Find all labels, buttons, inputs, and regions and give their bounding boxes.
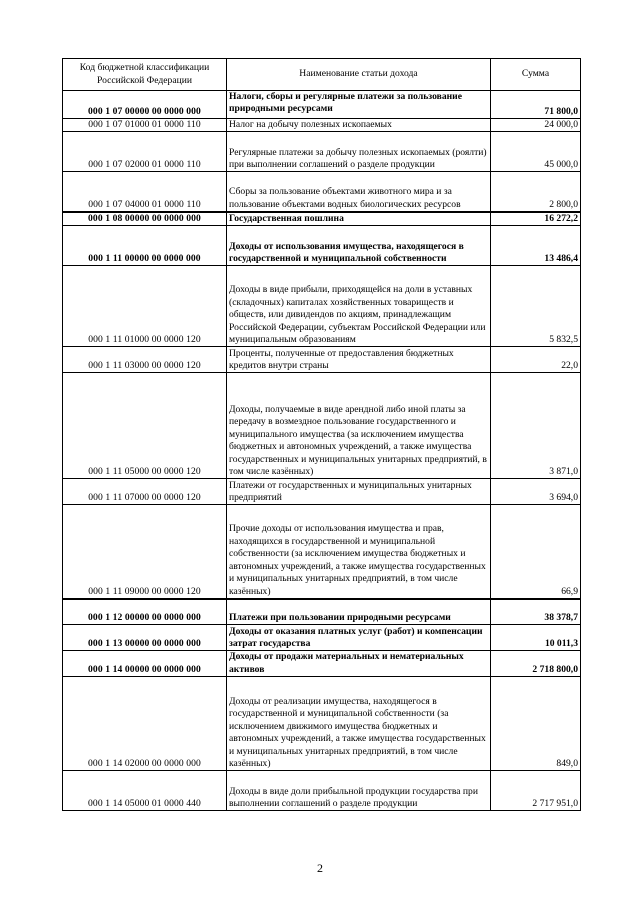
code-cell: 000 1 07 02000 01 0000 110	[63, 132, 227, 172]
table-row	[63, 226, 581, 266]
code-cell: 000 1 11 03000 00 0000 120	[63, 347, 227, 373]
sum-cell: 3 871,0	[491, 373, 581, 479]
name-cell: Доходы от использования имущества, находящегося в государственной и муниципальной собственности	[227, 226, 491, 266]
table-row	[63, 651, 581, 677]
header-code: Код бюджетной классификации Российской Федерации	[63, 59, 227, 91]
code-cell: 000 1 14 05000 01 0000 440	[63, 771, 227, 811]
name-cell: Доходы в виде прибыли, приходящейся на доли в уставных (складочных) капиталах хозяйственных товариществ и обществ, или дивидендов по акциям, принадлежащим Российской Федерации, субъектам Российской Федерации или муниципальным образованиям	[227, 266, 491, 347]
sum-cell: 24 000,0	[491, 119, 581, 132]
name-cell: Доходы в виде доли прибыльной продукции государства при выполнении соглашений о разделе продукции	[227, 771, 491, 811]
name-cell: Платежи при пользовании природными ресурсами	[227, 599, 491, 625]
header-sum: Сумма	[491, 59, 581, 91]
table-row	[63, 91, 581, 119]
sum-cell: 45 000,0	[491, 132, 581, 172]
header-name: Наименование статьи дохода	[227, 59, 491, 91]
name-cell: Налог на добычу полезных ископаемых	[227, 119, 491, 132]
code-cell: 000 1 07 00000 00 0000 000	[63, 91, 227, 119]
sum-cell: 22,0	[491, 347, 581, 373]
sum-cell: 38 378,7	[491, 599, 581, 625]
code-cell: 000 1 12 00000 00 0000 000	[63, 599, 227, 625]
table-row	[63, 625, 581, 651]
sum-cell: 16 272,2	[491, 212, 581, 226]
name-cell: Доходы от продажи материальных и нематериальных активов	[227, 651, 491, 677]
name-cell: Проценты, полученные от предоставления бюджетных кредитов внутри страны	[227, 347, 491, 373]
sum-cell: 71 800,0	[491, 91, 581, 119]
table-row	[63, 599, 581, 625]
code-cell: 000 1 11 01000 00 0000 120	[63, 266, 227, 347]
table-row	[63, 771, 581, 811]
code-cell: 000 1 11 09000 00 0000 120	[63, 505, 227, 599]
sum-cell: 2 718 800,0	[491, 651, 581, 677]
table-row	[63, 132, 581, 172]
name-cell: Сборы за пользование объектами животного мира и за пользование объектами водных биологических ресурсов	[227, 172, 491, 212]
sum-cell: 3 694,0	[491, 479, 581, 505]
sum-cell: 2 800,0	[491, 172, 581, 212]
sum-cell: 849,0	[491, 677, 581, 771]
table-row	[63, 172, 581, 212]
sum-cell: 10 011,3	[491, 625, 581, 651]
sum-cell: 13 486,4	[491, 226, 581, 266]
code-cell: 000 1 11 07000 00 0000 120	[63, 479, 227, 505]
table-row	[63, 212, 581, 226]
table-row	[63, 677, 581, 771]
code-cell: 000 1 07 01000 01 0000 110	[63, 119, 227, 132]
table-row	[63, 479, 581, 505]
name-cell: Доходы, получаемые в виде арендной либо иной платы за передачу в возмездное пользование государственного и муниципального имущества (за исключением имущества бюджетных и автономных учреждений, а также имущества государственных и муниципальных унитарных предприятий, в том числе казённых)	[227, 373, 491, 479]
sum-cell: 66,9	[491, 505, 581, 599]
code-cell: 000 1 11 00000 00 0000 000	[63, 226, 227, 266]
table-row	[63, 505, 581, 599]
table-row	[63, 373, 581, 479]
revenue-table	[62, 58, 581, 811]
name-cell: Доходы от реализации имущества, находящегося в государственной и муниципальной собственности (за исключением движимого имущества бюджетных и автономных учреждений, а также имущества государственных и муниципальных унитарных предприятий, в том числе казённых)	[227, 677, 491, 771]
name-cell: Налоги, сборы и регулярные платежи за пользование природными ресурсами	[227, 91, 491, 119]
code-cell: 000 1 11 05000 00 0000 120	[63, 373, 227, 479]
name-cell: Платежи от государственных и муниципальных унитарных предприятий	[227, 479, 491, 505]
sum-cell: 2 717 951,0	[491, 771, 581, 811]
table-header-row	[63, 59, 581, 91]
table-row	[63, 119, 581, 132]
sum-cell: 5 832,5	[491, 266, 581, 347]
page-number: 2	[317, 861, 323, 875]
code-cell: 000 1 14 00000 00 0000 000	[63, 651, 227, 677]
code-cell: 000 1 13 00000 00 0000 000	[63, 625, 227, 651]
name-cell: Государственная пошлина	[227, 212, 491, 226]
name-cell: Доходы от оказания платных услуг (работ) и компенсации затрат государства	[227, 625, 491, 651]
code-cell: 000 1 07 04000 01 0000 110	[63, 172, 227, 212]
table-row	[63, 266, 581, 347]
name-cell: Прочие доходы от использования имущества и прав, находящихся в государственной и муниципальной собственности (за исключением имущества бюджетных и автономных учреждений, а также имущества государственных и муниципальных унитарных предприятий, в том числе казённых)	[227, 505, 491, 599]
code-cell: 000 1 14 02000 00 0000 000	[63, 677, 227, 771]
name-cell: Регулярные платежи за добычу полезных ископаемых (роялти) при выполнении соглашений о разделе продукции	[227, 132, 491, 172]
code-cell: 000 1 08 00000 00 0000 000	[63, 212, 227, 226]
table-row	[63, 347, 581, 373]
